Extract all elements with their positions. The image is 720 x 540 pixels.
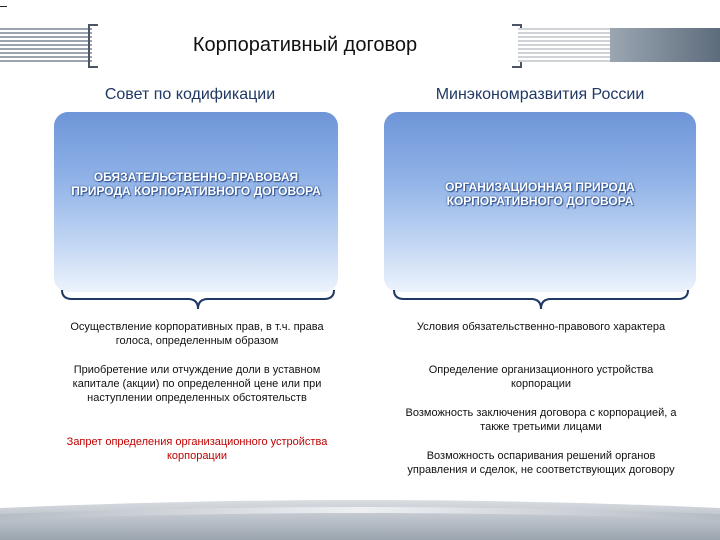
list-item: Возможность заключения договора с корпорацией, а также третьими лицами (405, 407, 677, 433)
column-heading-left: Совет по кодификации (104, 86, 276, 103)
list-item: Определение организационного устройства корпорации (428, 364, 654, 390)
concept-card-right (384, 112, 696, 292)
list-item: Осуществление корпоративных прав, в т.ч. права голоса, определенным образом (70, 321, 324, 347)
header-stripes-left (0, 28, 92, 62)
footer-decoration (0, 494, 720, 540)
concept-card-left-text: ОБЯЗАТЕЛЬСТВЕННО-ПРАВОВАЯ ПРИРОДА КОРПОРАТИВНОГО ДОГОВОРА (71, 170, 321, 198)
concept-card-left (54, 112, 338, 292)
page-title: Корпоративный договор (192, 34, 418, 56)
corner-mark (0, 6, 7, 7)
title-bracket-left (88, 24, 98, 68)
header-gradient-right (610, 28, 720, 62)
list-item: Запрет определения организационного устройства корпорации (66, 436, 328, 462)
header-stripes-right (518, 28, 610, 62)
concept-card-right-text: ОРГАНИЗАЦИОННАЯ ПРИРОДА КОРПОРАТИВНОГО ДОГОВОРА (445, 180, 635, 208)
list-item: Условия обязательственно-правового характера (416, 321, 666, 333)
list-item: Приобретение или отчуждение доли в уставном капитале (акции) по определенной цене или при наступлении определенных обстоятельств (72, 364, 322, 404)
curly-brace-left-icon (60, 288, 336, 312)
list-item: Возможность оспаривания решений органов управления и сделок, не соответствующих договору (407, 450, 675, 476)
curly-brace-right-icon (392, 288, 690, 312)
column-heading-right: Минэкономразвития России (435, 86, 645, 103)
